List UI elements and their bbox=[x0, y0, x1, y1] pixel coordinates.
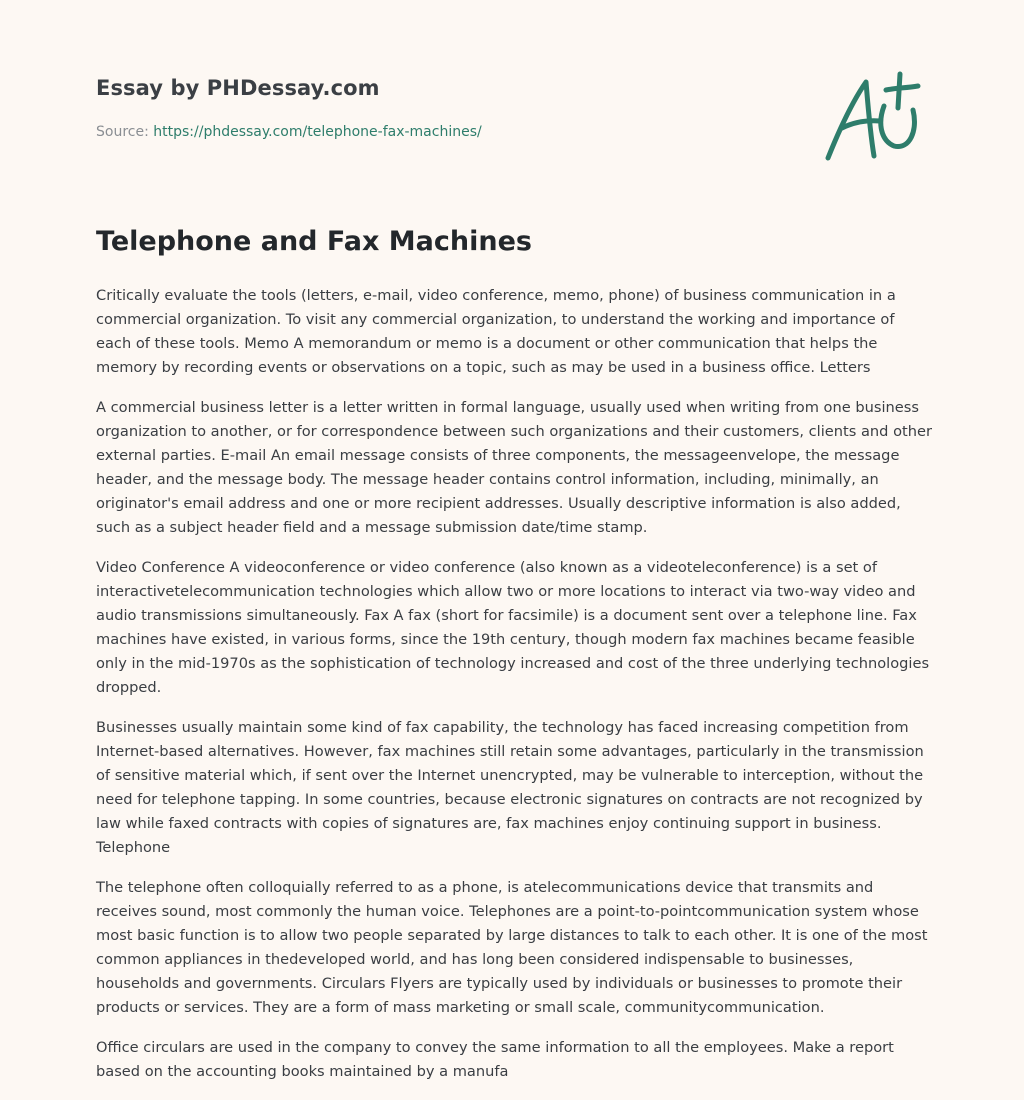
source-link[interactable]: https://phdessay.com/telephone-fax-machines/ bbox=[153, 124, 482, 140]
source-label: Source: bbox=[96, 124, 149, 140]
essay-paragraph: Video Conference A videoconference or video conference (also known as a videoteleconference) is a set of interactivetelecommunication technologies which allow two or more locations to interact via two-way video and audio transmissions simultaneously. Fax A fax (short for facsimile) is a document sent over a telephone line. Fax machines have existed, in various forms, since the 19th century, though modern fax machines became feasible only in the mid-1970s as the sophistication of technology increased and cost of the three underlying technologies dropped. bbox=[96, 559, 930, 696]
site-brand: Essay by PHDessay.com bbox=[96, 76, 380, 100]
essay-paragraph: Businesses usually maintain some kind of fax capability, the technology has faced increasing competition from Internet-based alternatives. However, fax machines still retain some advantages, particularly in the transmission of sensitive material which, if sent over the Internet unencrypted, may be vulnerable to interception, without the need for telephone tapping. In some countries, because electronic signatures on contracts are not recognized by law while faxed contracts with copies of signatures are, fax machines enjoy continuing support in business. Telephone bbox=[96, 719, 924, 856]
source-line bbox=[96, 124, 482, 140]
essay-body bbox=[96, 284, 932, 1100]
essay-paragraph: The telephone often colloquially referred to as a phone, is atelecommunications device that transmits and receives sound, most commonly the human voice. Telephones are a point-to-pointcommunication system whose most basic function is to allow two people separated by large distances to talk to each other. It is one of the most common appliances in thedeveloped world, and has long been considered indispensable to businesses, households and governments. Circulars Flyers are typically used by individuals or businesses to promote their products or services. They are a form of mass marketing or small scale, communitycommunication. bbox=[96, 879, 928, 1016]
essay-paragraph: A commercial business letter is a letter written in formal language, usually used when writing from one business organization to another, or for correspondence between such organizations and their customers, clients and other external parties. E-mail An email message consists of three components, the messageenvelope, the message header, and the message body. The message header contains control information, including, minimally, an originator's email address and one or more recipient addresses. Usually descriptive information is also added, such as a subject header field and a message submission date/time stamp. bbox=[96, 399, 932, 536]
essay-paragraph: Critically evaluate the tools (letters, e-mail, video conference, memo, phone) of business communication in a commercial organization. To visit any commercial organization, to understand the working and importance of each of these tools. Memo A memorandum or memo is a document or other communication that helps the memory by recording events or observations on a topic, such as may be used in a business office. Letters bbox=[96, 287, 896, 376]
essay-paragraph: Office circulars are used in the company to convey the same information to all the employees. Make a report based on the accounting books maintained by a manufa bbox=[96, 1039, 894, 1080]
page-title: Telephone and Fax Machines bbox=[96, 226, 532, 257]
a-plus-grade-icon bbox=[818, 66, 928, 166]
